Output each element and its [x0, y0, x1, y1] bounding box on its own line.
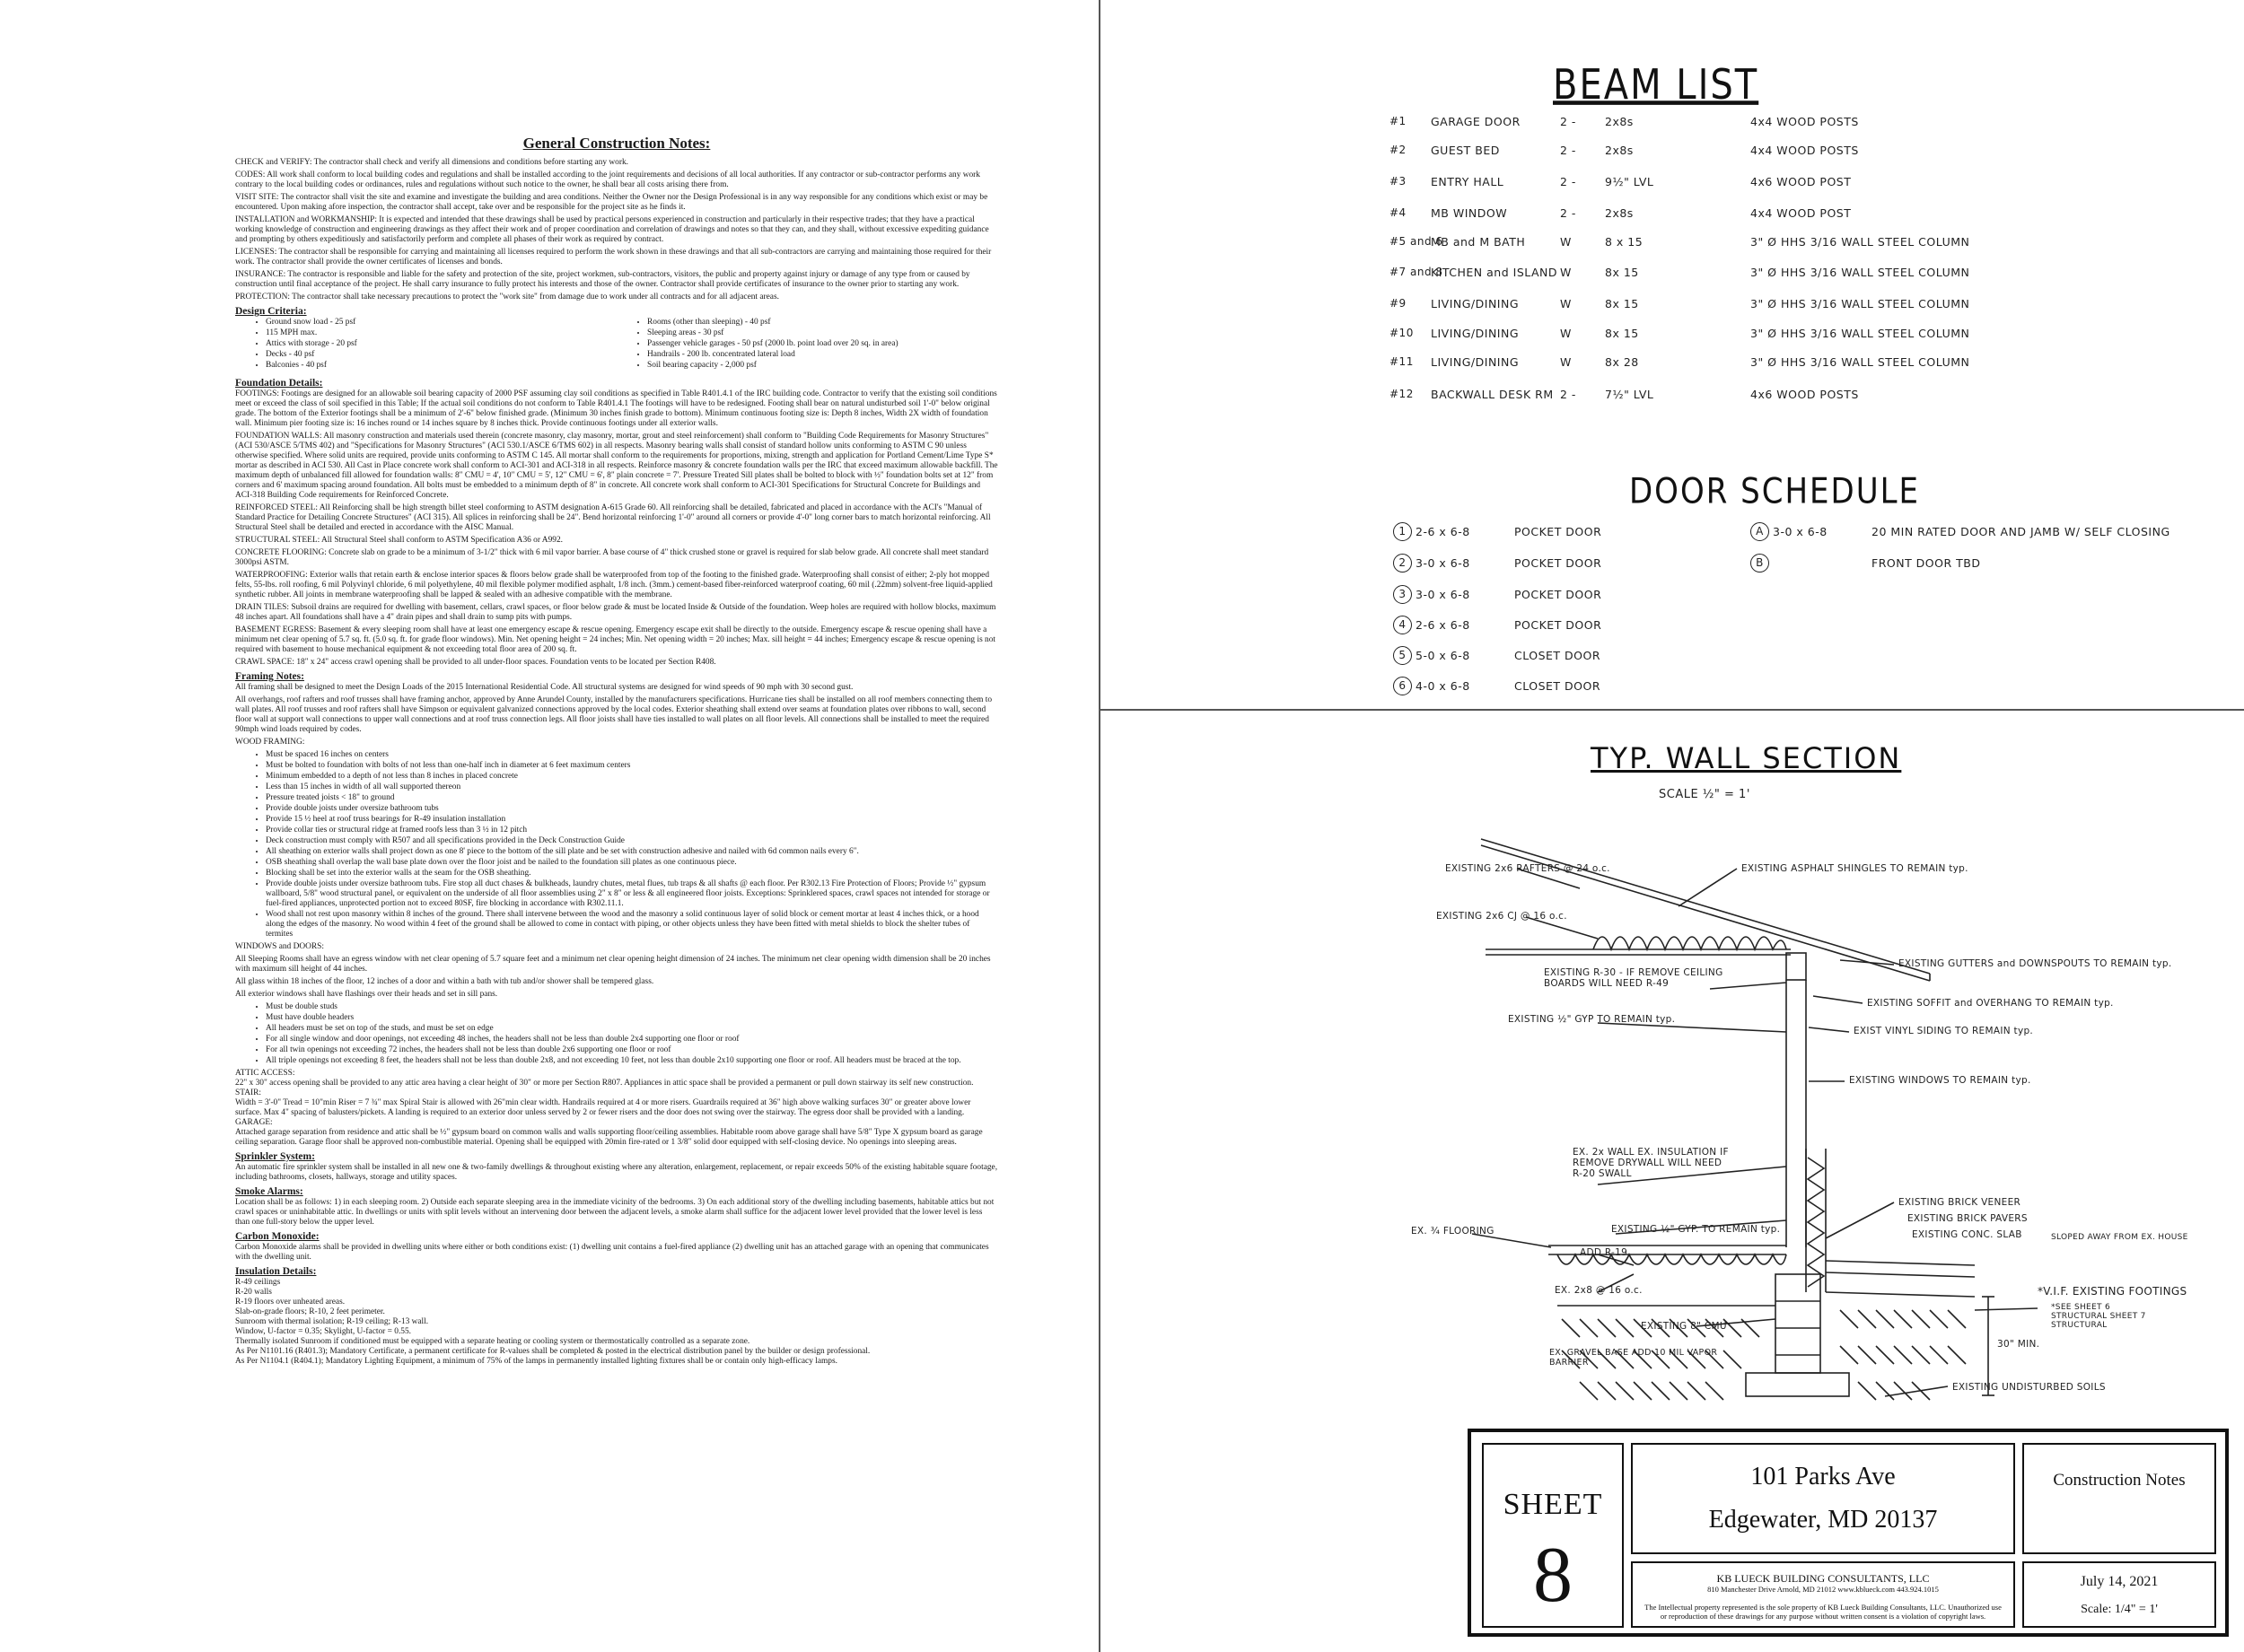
door-id: 1	[1393, 522, 1412, 541]
list-item: • Less than 15 inches in width of all wall supported thereon	[266, 782, 998, 792]
beam-size: 7½" LVL	[1605, 388, 1654, 401]
list-item: Slab-on-grade floors; R-10, 2 feet perimeter.	[235, 1307, 385, 1316]
framing-heading: Framing Notes:	[235, 671, 304, 682]
beam-size: 2x8s	[1605, 206, 1634, 220]
beam-size: 8 x 15	[1605, 235, 1644, 249]
door-size: 3-0 x 6-8	[1416, 556, 1470, 570]
beam-list-title: BEAM LIST	[1553, 61, 1759, 109]
beam-number: #10	[1389, 327, 1414, 339]
beam-number: #12	[1389, 388, 1414, 400]
note-paragraph: All overhangs, roof rafters and roof trusses shall have framing anchor, approved by Anne Arundel County, installed by the manufacturers specifications. Hurricane ties shall be installed on all roof members connecting them to wall plates. All roof trusses and roof rafters shall have Simpson or equivalent galvanized connections approved by the local codes. Exterior sheathing shall extend over seams at foundation plates over ribbons to wall, second floor wall at support wall connections to upper wall connections and at roof truss connection legs. All floor joists shall have ties installed to wall plates on all floor levels. All connections shall be installed to meet the required 90mph wind loads required by codes.	[235, 695, 993, 734]
list-item: As Per N1104.1 (R404.1); Mandatory Lighting Equipment, a minimum of 75% of the lamps in permanently installed lighting fixtures shall be or contain only high-efficacy lamps.	[235, 1357, 837, 1366]
list-item: • 115 MPH max.	[266, 328, 617, 338]
beam-location: LIVING/DINING	[1431, 297, 1520, 310]
beam-size: 2x8s	[1605, 115, 1634, 128]
list-item: • For all single window and door openings, not exceeding 48 inches, the headers shall not be less than double 2x4 supporting one floor or roof	[266, 1035, 998, 1045]
door-id: 4	[1393, 616, 1412, 634]
list-item: • Provide 15 ½ heel at roof truss bearings for R-49 insulation installation	[266, 815, 998, 825]
beam-location: ENTRY HALL	[1431, 175, 1504, 188]
beam-post: 4x4 WOOD POST	[1750, 206, 1852, 220]
list-item: • All headers must be set on top of the studs, and must be set on edge	[266, 1024, 998, 1034]
list-item: • Soil bearing capacity - 2,000 psf	[647, 361, 998, 371]
list-item: R-20 walls	[235, 1288, 272, 1297]
footings-note: *V.I.F. EXISTING FOOTINGS	[2038, 1285, 2187, 1298]
list-item: R-49 ceilings	[235, 1278, 281, 1287]
sprinkler-heading: Sprinkler System:	[235, 1151, 315, 1162]
door-desc: CLOSET DOOR	[1514, 649, 1601, 662]
address-line2: Edgewater, MD 20137	[1708, 1506, 1938, 1534]
co-heading: Carbon Monoxide:	[235, 1231, 320, 1242]
beam-post: 3" Ø HHS 3/16 WALL STEEL COLUMN	[1750, 266, 1970, 279]
beam-post: 3" Ø HHS 3/16 WALL STEEL COLUMN	[1750, 355, 1970, 369]
beam-number: #1	[1389, 115, 1407, 127]
beam-qty: 2 -	[1560, 388, 1576, 401]
beam-size: 8x 15	[1605, 266, 1639, 279]
door-desc: 20 MIN RATED DOOR AND JAMB W/ SELF CLOSING	[1871, 525, 2170, 538]
title-block	[1468, 1429, 2229, 1637]
beam-qty: 2 -	[1560, 144, 1576, 157]
note-paragraph: VISIT SITE: The contractor shall visit the site and examine and investigate the building and area conditions. Neither the Owner nor the Design Professional is in any way responsible for any conditions which exist or may be encountered. Upon making afore inspection, the contractor shall accept, take over and be responsible for the project site as he finds it.	[235, 193, 988, 212]
sloped-note: SLOPED AWAY FROM EX. HOUSE	[2051, 1233, 2188, 1242]
door-id: 6	[1393, 677, 1412, 695]
gyp-note: EXISTING ½" GYP TO REMAIN typ.	[1508, 1014, 1676, 1025]
beam-qty: W	[1560, 266, 1572, 279]
list-item: • Must be bolted to foundation with bolts of not less than one-half inch in diameter at 6 feet maximum centers	[266, 761, 998, 771]
note-paragraph: Carbon Monoxide alarms shall be provided in dwelling units where either or both conditions exist: (1) dwelling unit contains a fuel-fired appliance (2) dwelling unit has an attached garage with an opening that communicates with the dwelling unit.	[235, 1243, 989, 1262]
flooring-note: EX. ¾ FLOORING	[1411, 1226, 1495, 1237]
door-id: 2	[1393, 554, 1412, 573]
note-paragraph: INSURANCE: The contractor is responsible and liable for the safety and protection of the site, project workmen, sub-contractors, visitors, the public and property against injury or damage of any type from or caused by construction until final acceptance of the project. He shall carry insurance to fully protect his interests and those of the owner. Contractor shall provide certificates of insurance to the owner prior to starting any work.	[235, 270, 970, 289]
door-desc: POCKET DOOR	[1514, 525, 1602, 538]
list-item: • Balconies - 40 psf	[266, 361, 617, 371]
rafters-note: EXISTING 2x6 RAFTERS @ 24 o.c.	[1445, 863, 1610, 874]
note-paragraph: An automatic fire sprinkler system shall be installed in all new one & two-family dwellings & throughout existing where any alteration, enlargement, replacement, or repair exceeds 50% of the existing habitable square footage, including bathrooms, closets, hallways, storage and utility spaces.	[235, 1163, 998, 1182]
note-paragraph: FOOTINGS: Footings are designed for an allowable soil bearing capacity of 2000 PSF assuming clay soil conditions as specified in Table R401.4.1 of the IRC building code. Contractor to verify that the existing soil conditions meet or exceed the class of soil specified in this Table; If the actual soil conditions do not conform to Table R401.4.1 The footings will have to be redesigned. Footing shall bear on natural undisturbed soil 1'-0" below original grade. The bottom of the Exterior footings shall be a minimum of 2'-6" below finished grade. (Minimum 30 inches finish grade to bottom). Minimum continuous footing size is: Depth 8 inches, Width 2X width of foundation wall. Minimum pier footing size is: 16 inches round or 14 inches square by 8 inches thick. Provide continuous footings under all exterior walls.	[235, 389, 997, 428]
door-size: 2-6 x 6-8	[1416, 618, 1470, 632]
foundation-heading: Foundation Details:	[235, 378, 323, 389]
note-paragraph: REINFORCED STEEL: All Reinforcing shall be high strength billet steel conforming to ASTM designation A-615 Grade 60. All reinforcing shall be detailed, fabricated and placed in accordance with the ACI's "Manual of Standard Practice for Detailing Concrete Structures" (ACI 315). All splices in reinforcing shall be 24". Bend horizontal reinforcing 1'-0" around all corners or provide 4'-0" long corner bars to match horizontal reinforcing. All Structural Steel shall be detailed and erected in accordance with the AISC Manual.	[235, 503, 991, 532]
list-item: • Rooms (other than sleeping) - 40 psf	[647, 318, 998, 328]
beam-size: 2x8s	[1605, 144, 1634, 157]
door-desc: CLOSET DOOR	[1514, 679, 1601, 693]
note-paragraph: CRAWL SPACE: 18" x 24" access crawl opening shall be provided to all under-floor spaces. Foundation vents to be located per Section R408.	[235, 658, 716, 667]
list-item: Window, U-factor = 0.35; Skylight, U-factor = 0.55.	[235, 1327, 412, 1336]
list-item: • For all twin openings not exceeding 72 inches, the headers shall not be less than double 2x6 supporting one floor or roof	[266, 1045, 998, 1055]
beam-qty: 2 -	[1560, 115, 1576, 128]
list-item: • Ground snow load - 25 psf	[266, 318, 617, 328]
list-item: • Provide collar ties or structural ridge at framed roofs less than 3 ½ in 12 pitch	[266, 826, 998, 835]
door-size: 3-0 x 6-8	[1773, 525, 1828, 538]
note-paragraph: 22" x 30" access opening shall be provided to any attic area having a clear height of 30" or more per Section R807. Appliances in attic space shall be provided a permanent or pull down stairway its self new construction.	[235, 1079, 974, 1088]
beam-number: #4	[1389, 206, 1407, 219]
slab-note: EXISTING CONC. SLAB	[1912, 1229, 2022, 1240]
beam-location: BACKWALL DESK RM	[1431, 388, 1554, 401]
beam-location: GUEST BED	[1431, 144, 1500, 157]
list-item: • Provide double joists under oversize bathroom tubs. Fire stop all duct chases & bulkheads, laundry chutes, metal flues, tub traps & all shafts @ each floor. Per R302.13 Fire Protection of Floors; Provide ½" gypsum wallboard, 5/8" wood structural panel, or equivalent on the underside of all floor assemblies using 2" x 8" or less & all engineered floor joists. Exceptions: Sprinklered spaces, crawl spaces not intended for storage or fuel-fired appliances, unprotected portion not to exceed 80SF, fire blocking in accordance with R302.11.1.	[266, 879, 998, 909]
sheet-title: Construction Notes	[2053, 1471, 2186, 1490]
beam-qty: 2 -	[1560, 206, 1576, 220]
note-paragraph: All Sleeping Rooms shall have an egress window with net clear opening of 5.7 square feet and a minimum net clear opening height dimension of 24 inches. The minimum net clear opening width dimension shall be 20 inches with maximum sill height of 44 inches.	[235, 955, 991, 974]
list-item: • Minimum embedded to a depth of not less than 8 inches in placed concrete	[266, 772, 998, 782]
beam-location: MB WINDOW	[1431, 206, 1508, 220]
door-size: 3-0 x 6-8	[1416, 588, 1470, 601]
beam-number: #11	[1389, 355, 1414, 368]
wall-note: EX. 2x WALL EX. INSULATION IF REMOVE DRYWALL WILL NEED R-20 SWALL	[1573, 1147, 1729, 1179]
door-desc: FRONT DOOR TBD	[1871, 556, 1981, 570]
sheet-scale: Scale: 1/4" = 1'	[2081, 1603, 2158, 1616]
list-item: • Deck construction must comply with R507 and all specifications provided in the Deck Construction Guide	[266, 836, 998, 846]
attic-heading: ATTIC ACCESS:	[235, 1069, 295, 1078]
address-line1: 101 Parks Ave	[1750, 1463, 1896, 1490]
beam-number: #2	[1389, 144, 1407, 156]
beam-post: 4x4 WOOD POSTS	[1750, 144, 1859, 157]
note-paragraph: All glass within 18 inches of the floor, 12 inches of a door and within a bath with tub and/or shower shall be tempered glass.	[235, 977, 654, 986]
door-schedule-title: DOOR SCHEDULE	[1629, 471, 1920, 512]
list-item: • Decks - 40 psf	[266, 350, 617, 360]
note-paragraph: CHECK and VERIFY: The contractor shall check and verify all dimensions and conditions before starting any work.	[235, 158, 629, 167]
list-item: • Handrails - 200 lb. concentrated lateral load	[647, 350, 998, 360]
beam-qty: W	[1560, 235, 1572, 249]
soffit-note: EXISTING SOFFIT and OVERHANG TO REMAIN typ.	[1867, 998, 2114, 1009]
beam-post: 3" Ø HHS 3/16 WALL STEEL COLUMN	[1750, 235, 1970, 249]
list-item: R-19 floors over unheated areas.	[235, 1298, 346, 1307]
door-id: 3	[1393, 585, 1412, 604]
r19-note: ADD R-19	[1580, 1247, 1628, 1258]
door-size: 4-0 x 6-8	[1416, 679, 1470, 693]
note-paragraph: PROTECTION: The contractor shall take necessary precautions to protect the "work site" from damage due to work under all contracts and for all adjacent areas.	[235, 293, 779, 302]
design-criteria-heading: Design Criteria:	[235, 306, 307, 317]
beam-post: 4x6 WOOD POSTS	[1750, 388, 1859, 401]
notes-title: General Construction Notes:	[522, 135, 711, 152]
sheet-label: SHEET	[1503, 1488, 1603, 1521]
brick-pavers-note: EXISTING BRICK PAVERS	[1907, 1213, 2028, 1224]
list-item: • Attics with storage - 20 psf	[266, 339, 617, 349]
cmu-note: EXISTING 8" CMU	[1641, 1321, 1727, 1332]
door-size: 2-6 x 6-8	[1416, 525, 1470, 538]
beam-number: #5 and 6	[1389, 235, 1443, 248]
joist-note: EX. 2x8 @ 16 o.c.	[1555, 1285, 1643, 1296]
date-box	[2022, 1561, 2216, 1628]
note-paragraph: Attached garage separation from residence and attic shall be ½" gypsum board on common walls and walls supporting floor/ceiling assemblies. Habitable room above garage shall have 5/8" Type X gypsum board as garage ceiling separation. Garage floor shall be approved non-combustible material. Opening shall be equipped with 20min fire-rated or 1 3/8" solid door equipped with self-closing device. No openings into sleeping areas.	[235, 1128, 983, 1147]
beam-post: 4x4 WOOD POSTS	[1750, 115, 1859, 128]
vinyl-note: EXIST VINYL SIDING TO REMAIN typ.	[1854, 1026, 2034, 1036]
address-box	[1631, 1443, 2015, 1554]
note-paragraph: WOOD FRAMING:	[235, 738, 305, 747]
cj-note: EXISTING 2x6 CJ @ 16 o.c.	[1436, 911, 1567, 922]
door-id: A	[1750, 522, 1769, 541]
note-paragraph: CONCRETE FLOORING: Concrete slab on grade to be a minimum of 3-1/2" thick with 6 mil vapor barrier. A base course of 4" thick crushed stone or gravel is required for slab below grade. All concrete shall meet standard 3000psi ASTM.	[235, 548, 989, 567]
wall-section-title: TYP. WALL SECTION	[1591, 741, 1902, 775]
min-dimension: 30" MIN.	[1997, 1339, 2040, 1350]
list-item: • Sleeping areas - 30 psf	[647, 328, 998, 338]
list-item: • All sheathing on exterior walls shall project down as one 8' piece to the bottom of the sill plate and be set with construction adhesive and nailed with 6d common nails every 6".	[266, 847, 998, 857]
beam-location: LIVING/DINING	[1431, 327, 1520, 340]
list-item: • Must have double headers	[266, 1013, 998, 1023]
list-item: • Provide double joists under oversize bathroom tubs	[266, 804, 998, 814]
insulation-heading: Insulation Details:	[235, 1266, 317, 1277]
list-item: Thermally isolated Sunroom if conditioned must be equipped with a separate heating or cooling system or thermostatically controlled as a separate zone.	[235, 1337, 750, 1346]
note-paragraph: All exterior windows shall have flashings over their heads and set in sill pans.	[235, 990, 498, 999]
garage-heading: GARAGE:	[235, 1118, 273, 1127]
list-item: • OSB sheathing shall overlap the wall base plate down over the floor joist and be nailed to the foundation sill plates as one continuous piece.	[266, 858, 998, 868]
beam-size: 8x 15	[1605, 327, 1639, 340]
sheet-box	[1482, 1443, 1624, 1628]
note-paragraph: BASEMENT EGRESS: Basement & every sleeping room shall have at least one emergency escape & rescue opening. Emergency escape exit shall be directly to the outside. Emergency escape & rescue opening shall have a minimum net clear opening of 5.7 sq. ft. (5.0 sq. ft. for grade floor windows). Min. Net opening height = 24 inches; Min. Net opening width = 20 inches; Max. sill height = 44 inches; Emergency escape & rescue opening is not required with basement to house mechanical equipment & not exceeding total floor area of 200 sq. ft.	[235, 625, 996, 654]
note-paragraph: LICENSES: The contractor shall be responsible for carrying and maintaining all licenses required to perform the work shown in these drawings and that all sub-contractors are carrying and maintaining those required for their work. The contractor shall provide the owner certificates of licenses and bonds.	[235, 248, 992, 267]
list-item: As Per N1101.16 (R401.3); Mandatory Certificate, a permanent certificate for R-values shall be completed & posted in the electrical distribution panel by the builder or design professional.	[235, 1347, 871, 1356]
note-paragraph: CODES: All work shall conform to local building codes and regulations and shall be installed according to the joint requirements and decisions of all local authorities. If any contractor or sub-contractor performs any work contrary to the local building codes or ordinances, rules and regulations without such notice to the owner, he shall bear all costs arising there from.	[235, 170, 980, 189]
beam-number: #7 and 8	[1389, 266, 1443, 278]
firm-box	[1631, 1561, 2015, 1628]
beam-location: MB and M BATH	[1431, 235, 1526, 249]
beam-size: 9½" LVL	[1605, 175, 1654, 188]
sheet-title-box	[2022, 1443, 2216, 1554]
windows-heading: WINDOWS and DOORS:	[235, 942, 324, 951]
beam-size: 8x 15	[1605, 297, 1639, 310]
gutters-note: EXISTING GUTTERS and DOWNSPOUTS TO REMAIN typ.	[1898, 958, 2172, 969]
beam-location: KITCHEN and ISLAND	[1431, 266, 1558, 279]
windows-note: EXISTING WINDOWS TO REMAIN typ.	[1849, 1075, 2031, 1086]
smoke-heading: Smoke Alarms:	[235, 1186, 303, 1197]
gravel-note: EX. GRAVEL BASE ADD 10 MIL VAPOR BARRIER	[1549, 1348, 1718, 1368]
note-paragraph: INSTALLATION and WORKMANSHIP: It is expected and intended that these drawings shall be used by practical persons experienced in construction and particularly in their respective trades; that they have a practical working knowledge of construction and engineering drawings as they affect their work and of proper coordination and correlation of drawings and notes so that they can, and they shall, without excessive expediting guidance and prompting by others expeditiously and satisfactorily perform and complete all phases of their work as required by contract.	[235, 215, 989, 244]
door-desc: POCKET DOOR	[1514, 556, 1602, 570]
firm-address: 810 Manchester Drive Arnold, MD 21012 www.kblueck.com 443.924.1015	[1707, 1585, 1939, 1594]
beam-qty: W	[1560, 355, 1572, 369]
firm-name: KB LUECK BUILDING CONSULTANTS, LLC	[1716, 1572, 1930, 1585]
note-paragraph: All framing shall be designed to meet the Design Loads of the 2015 International Residential Code. All structural systems are designed for wind speeds of 90 mph with 30 second gust.	[235, 683, 854, 692]
beam-qty: W	[1560, 297, 1572, 310]
stair-heading: STAIR:	[235, 1088, 261, 1097]
note-paragraph: STRUCTURAL STEEL: All Structural Steel shall conform to ASTM Specification A36 or A992.	[235, 536, 563, 545]
beam-post: 4x6 WOOD POST	[1750, 175, 1852, 188]
beam-post: 3" Ø HHS 3/16 WALL STEEL COLUMN	[1750, 297, 1970, 310]
list-item: Sunroom with thermal isolation; R-19 ceiling; R-13 wall.	[235, 1317, 429, 1326]
list-item: • Pressure treated joists < 18" to ground	[266, 793, 998, 803]
door-desc: POCKET DOOR	[1514, 588, 1602, 601]
wall-section-scale: SCALE ½" = 1'	[1659, 788, 1750, 801]
shingles-note: EXISTING ASPHALT SHINGLES TO REMAIN typ.	[1741, 863, 1968, 874]
sheet-date: July 14, 2021	[2080, 1574, 2159, 1589]
list-item: • All triple openings not exceeding 8 feet, the headers shall not be less than double 2x8, and not exceeding 10 feet, not less than double 2x10 supporting one floor or roof. All headers must be braced at the top.	[266, 1056, 998, 1066]
gyp2-note: EXISTING ½" GYP. TO REMAIN typ.	[1611, 1224, 1781, 1235]
beam-location: GARAGE DOOR	[1431, 115, 1521, 128]
list-item: • Passenger vehicle garages - 50 psf (2000 lb. point load over 20 sq. in area)	[647, 339, 998, 349]
door-size: 5-0 x 6-8	[1416, 649, 1470, 662]
beam-size: 8x 28	[1605, 355, 1639, 369]
door-id: 5	[1393, 646, 1412, 665]
beam-location: LIVING/DINING	[1431, 355, 1520, 369]
beam-number: #9	[1389, 297, 1407, 310]
note-paragraph: Location shall be as follows: 1) in each sleeping room. 2) Outside each separate sleeping area in the immediate vicinity of the bedrooms. 3) On each additional story of the dwelling including basements, habitable attics but not crawl spaces or uninhabitable attic. In dwellings or units with split levels without an intervening door between the adjacent levels, a smoke alarm shall suffice for the adjacent lower level provided that the lower level is less than one full-story below the upper level.	[235, 1198, 995, 1227]
beam-qty: W	[1560, 327, 1572, 340]
list-item: • Blocking shall be set into the exterior walls at the seam for the OSB sheathing.	[266, 869, 998, 878]
door-id: B	[1750, 554, 1769, 573]
list-item: • Wood shall not rest upon masonry within 8 inches of the ground. There shall intervene between the wood and the masonry a solid continuous layer of solid block or cement mortar at least 4 inches thick, or a hood along the edges of the masonry. No wood within 4 feet of the ground shall be allowed to come in contact with piping, or other objects unless they have been fitted with metal shields to block the shelter tubes of termites	[266, 910, 998, 940]
beam-post: 3" Ø HHS 3/16 WALL STEEL COLUMN	[1750, 327, 1970, 340]
door-desc: POCKET DOOR	[1514, 618, 1602, 632]
note-paragraph: DRAIN TILES: Subsoil drains are required for dwelling with basement, cellars, crawl spaces, or floor below grade & must be located Inside & Outside of the foundation. Weep holes are required with hollow blocks, maximum 48 inches apart. All foundations shall have a 4" drain pipes and shall drain to sump pits with pumps.	[235, 603, 996, 622]
footings-ref-note: *SEE SHEET 6 STRUCTURAL SHEET 7 STRUCTURAL	[2051, 1303, 2146, 1330]
r30-note: EXISTING R-30 - IF REMOVE CEILING BOARDS WILL NEED R-49	[1544, 967, 1723, 989]
list-item: • Must be spaced 16 inches on centers	[266, 750, 998, 760]
brick-note: EXISTING BRICK VENEER	[1898, 1197, 2021, 1208]
soil-note: EXISTING UNDISTURBED SOILS	[1952, 1382, 2106, 1393]
copyright-notice: The Intellectual property represented is the sole property of KB Lueck Building Consultants, LLC. Unauthorized use or reproduction of these drawings for any purpose without written consent is a violation of copyright laws.	[1644, 1603, 2002, 1621]
note-paragraph: FOUNDATION WALLS: All masonry construction and materials used therein (concrete masonry, clay masonry, mortar, grout and steel reinforcement) shall conform to "Building Code Requirements for Masonry Structures" (ACI 530/ASCE 5/TMS 402) and "Specifications for Masonry Structures" (ACI 530.1/ASCE 6/TMS 602) in all respects. Masonry bearing walls shall consist of standard hollow units conforming to ASTM C 90 unless otherwise specified. Where solid units are required, provide units conforming to ASTM C 145. All mortar shall conform to the requirements for proportions, mixing, strength and application for Portland Cement/Lime Type S* mortar as described in ACI 530. All Cast in Place concrete work shall conform to ACI-301 and ACI-318 in all respects. Reinforce masonry & concrete foundation walls per the IRC that exceed maximum allowable backfill. The maximum depth of unbalanced fill allowed for foundation walls: 8" CMU = 4', 10" CMU = 5', 12" CMU = 6', 8" plain concrete = 7'. Pressure Treated Sill plates shall be bolted to block with ½" foundation bolts set at 12" from corners and 6' maximum spacing around foundation. All bolts must be embedded to a minimum depth of 8" in concrete. All concrete work shall conform to ACI-301 Specifications for Structural Concrete for Buildings and ACI-318 Building Code requirements for Reinforced Concrete.	[235, 432, 998, 500]
beam-qty: 2 -	[1560, 175, 1576, 188]
note-paragraph: Width = 3'-0" Tread = 10"min Riser = 7 ¾" max Spiral Stair is allowed with 26"min clear width. Handrails required at 4 or more risers. Guardrails required at 36" high above walking surfaces 30" or greater above lower surface. Max 4" spacing of balusters/pickets. A landing is required to an exterior door unless served by 2 or fewer risers and the door does not swing over the stairway. The egress door shall be provided with a landing.	[235, 1098, 971, 1117]
beam-number: #3	[1389, 175, 1407, 188]
note-paragraph: WATERPROOFING: Exterior walls that retain earth & enclose interior spaces & floors below grade shall be waterproofed from top of the footing to the finished grade. Waterproofing shall consist of either; 2-ply hot mopped felts, 55-lbs. roll roofing, 6 mil Polyvinyl chloride, 6 mil polyethylene, 40 mil flexible polymer modified asphalt, 1/8 inch. (3mm.) cement-based fiber-reinforced waterproof coating, 60 mil (.22mm) solvent-free liquid-applied synthetic rubber. All joints in membrane waterproofing shall be lapped & sealed with an adhesive compatible with the membrane.	[235, 571, 993, 599]
list-item: • Must be double studs	[266, 1002, 998, 1012]
sheet-number: 8	[1533, 1532, 1573, 1619]
